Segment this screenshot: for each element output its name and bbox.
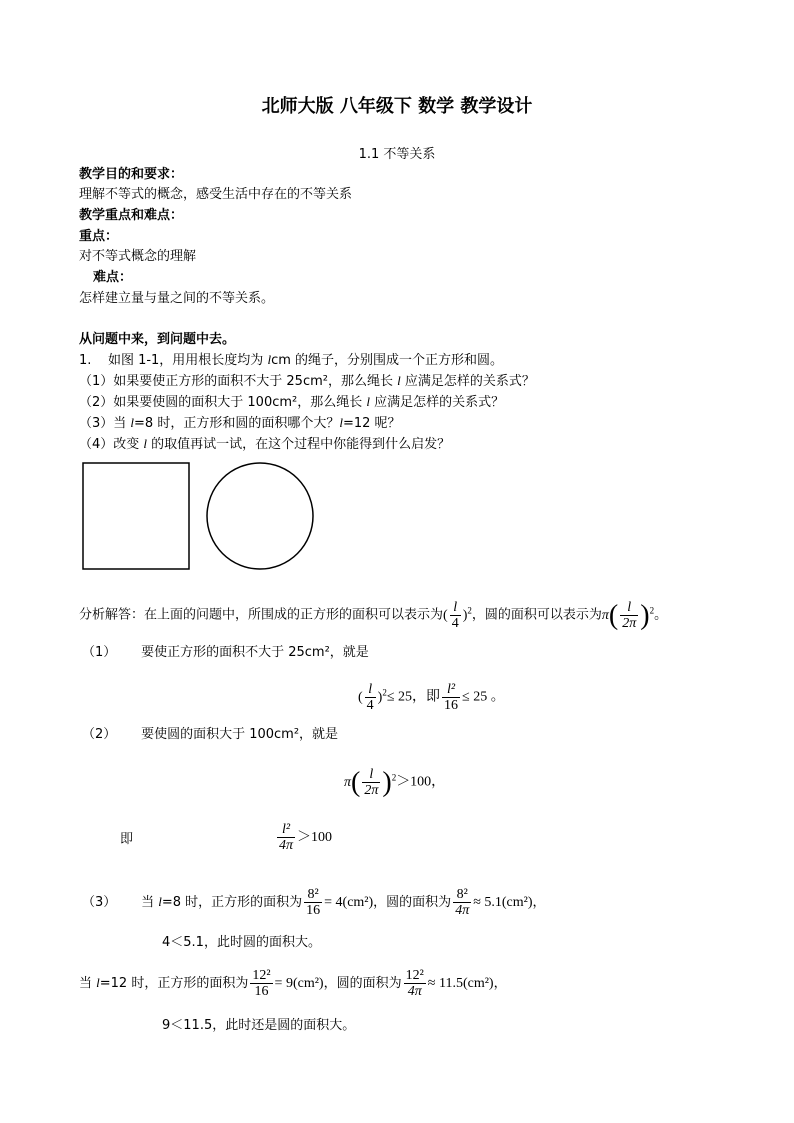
analysis-end: 。: [654, 607, 668, 623]
var-l: l: [339, 415, 343, 430]
question-4: [79, 436, 450, 453]
part-4-c: ，圆的面积为: [323, 976, 402, 991]
objectives-text: 理解不等式的概念，感受生活中存在的不等关系: [79, 187, 353, 202]
difficulty-text: 怎样建立量与量之间的不等关系。: [79, 291, 275, 306]
part-1-ineq-a: ≤ 25，即: [386, 689, 441, 705]
question-1-b: 应满足怎样的关系式？: [400, 374, 535, 389]
part-3-val1: = 4(cm²): [324, 895, 374, 910]
question-2-b: 应满足怎样的关系式？: [370, 395, 505, 410]
var-l: l: [397, 373, 401, 388]
question-3: [79, 415, 401, 432]
var-l: l: [267, 352, 272, 367]
key-points-heading: 教学重点和难点：: [79, 208, 184, 223]
part-3-label: （3）: [82, 895, 117, 910]
problem-intro-a: 如图 1-1，用用根长度均为: [107, 353, 268, 368]
part-2: [82, 727, 338, 743]
part-4-val1: = 9(cm²): [274, 976, 324, 991]
question-4-b: 的取值再试一试，在这个过程中你能得到什么启发？: [147, 437, 451, 452]
question-3-b: =8 时，正方形和圆的面积哪个大？: [134, 416, 340, 431]
part-3-a: 当: [141, 895, 159, 910]
part-2-ineq-2: ＞100: [297, 830, 333, 845]
part-4-compare: 9＜11.5，此时还是圆的面积大。: [162, 1018, 356, 1033]
part-1: [82, 645, 369, 661]
question-3-a: （3）当: [79, 416, 131, 431]
part-3-b: =8 时，正方形的面积为: [161, 895, 303, 910]
part-1-text: 要使正方形的面积不大于 25cm²，就是: [141, 645, 369, 660]
part-3: （3） 当 l=8 时，正方形的面积为 $\frac{\text{8²}}{16}$ = 4(cm²)，圆的面积为 $\frac{\text{8²}}{4\pi}$ ≈ 5.1(cm²)，: [82, 887, 546, 919]
part-1-inequality: ( $\frac{l}{4}$ )$^2$≤ 25，即 $\frac{\text{l²}}{16}$ ≤ 25 。: [358, 681, 505, 713]
question-2: [79, 394, 504, 411]
circle-area-expr: π( $\frac{l}{2\pi}$ )$^2$: [601, 599, 655, 631]
part-2-inequality: π( $\frac{l}{2\pi}$ )$^2$＞100，: [344, 766, 446, 798]
figure-square-circle: [78, 460, 338, 572]
question-4-a: （4）改变: [79, 437, 144, 452]
part-4-b: =12 时，正方形的面积为: [99, 976, 249, 991]
section-subtitle: 1.1 不等关系: [358, 147, 436, 162]
question-1-a: （1）如果要使正方形的面积不大于 25cm²，那么绳长: [79, 374, 398, 389]
part-2-inequality-2: $\frac{\text{l²}}{4\pi}$ ＞100: [279, 822, 333, 854]
part-2-ineq: ＞100，: [396, 774, 446, 790]
part-3-val2: ≈ 5.1(cm²): [473, 895, 533, 910]
problem-number: 1.: [79, 353, 92, 368]
page-title: 北师大版 八年级下 数学 教学设计: [261, 96, 533, 117]
difficulty-label: 难点：: [93, 270, 133, 285]
question-3-c: =12 呢？: [342, 416, 401, 431]
square-shape: [83, 463, 189, 569]
square-area-expr: ( $\frac{l}{4}$ )$^2$: [443, 599, 472, 631]
problem-intro-b: cm 的绳子，分别围成一个正方形和圆。: [271, 353, 504, 368]
part-2-label: （2）: [82, 727, 117, 742]
part-3-compare: 4＜5.1，此时圆的面积大。: [162, 935, 321, 950]
part-3-d: ，: [532, 895, 546, 910]
analysis-middle-text: ，圆的面积可以表示为: [471, 607, 602, 623]
var-l: l: [96, 975, 100, 990]
part-2-text: 要使圆的面积大于 100cm²，就是: [141, 727, 339, 742]
analysis-lead: [79, 588, 667, 638]
part-1-label: （1）: [82, 645, 117, 660]
part-4-d: ，: [493, 976, 507, 991]
circle-shape: [207, 463, 313, 569]
var-l: l: [158, 894, 162, 909]
part-2-ji: 即: [120, 832, 134, 847]
analysis-lead-text: 分析解答：在上面的问题中，所围成的正方形的面积可以表示为: [79, 607, 444, 623]
problem-intro: [79, 352, 503, 369]
var-l: l: [143, 436, 148, 451]
objectives-heading: 教学目的和要求：: [79, 167, 184, 182]
part-3-c: ，圆的面积为: [373, 895, 452, 910]
key-point-text: 对不等式概念的理解: [79, 249, 197, 264]
var-l: l: [366, 394, 370, 409]
part-1-ineq-b: ≤ 25 。: [462, 689, 505, 705]
section-heading: 从问题中来，到问题中去。: [79, 332, 236, 347]
question-2-a: （2）如果要使圆的面积大于 100cm²，那么绳长: [79, 395, 367, 410]
part-4-a: 当: [79, 976, 97, 991]
var-l: l: [130, 415, 135, 430]
key-point-label: 重点：: [79, 229, 119, 244]
question-1: [79, 373, 535, 390]
part-4: 当 l=12 时，正方形的面积为 $\frac{\text{12²}}{16}$ = 9(cm²)，圆的面积为 $\frac{\text{12²}}{4\pi}$ ≈ 11.5(cm²)，: [79, 968, 507, 1000]
part-4-val2: ≈ 11.5(cm²): [427, 976, 494, 991]
